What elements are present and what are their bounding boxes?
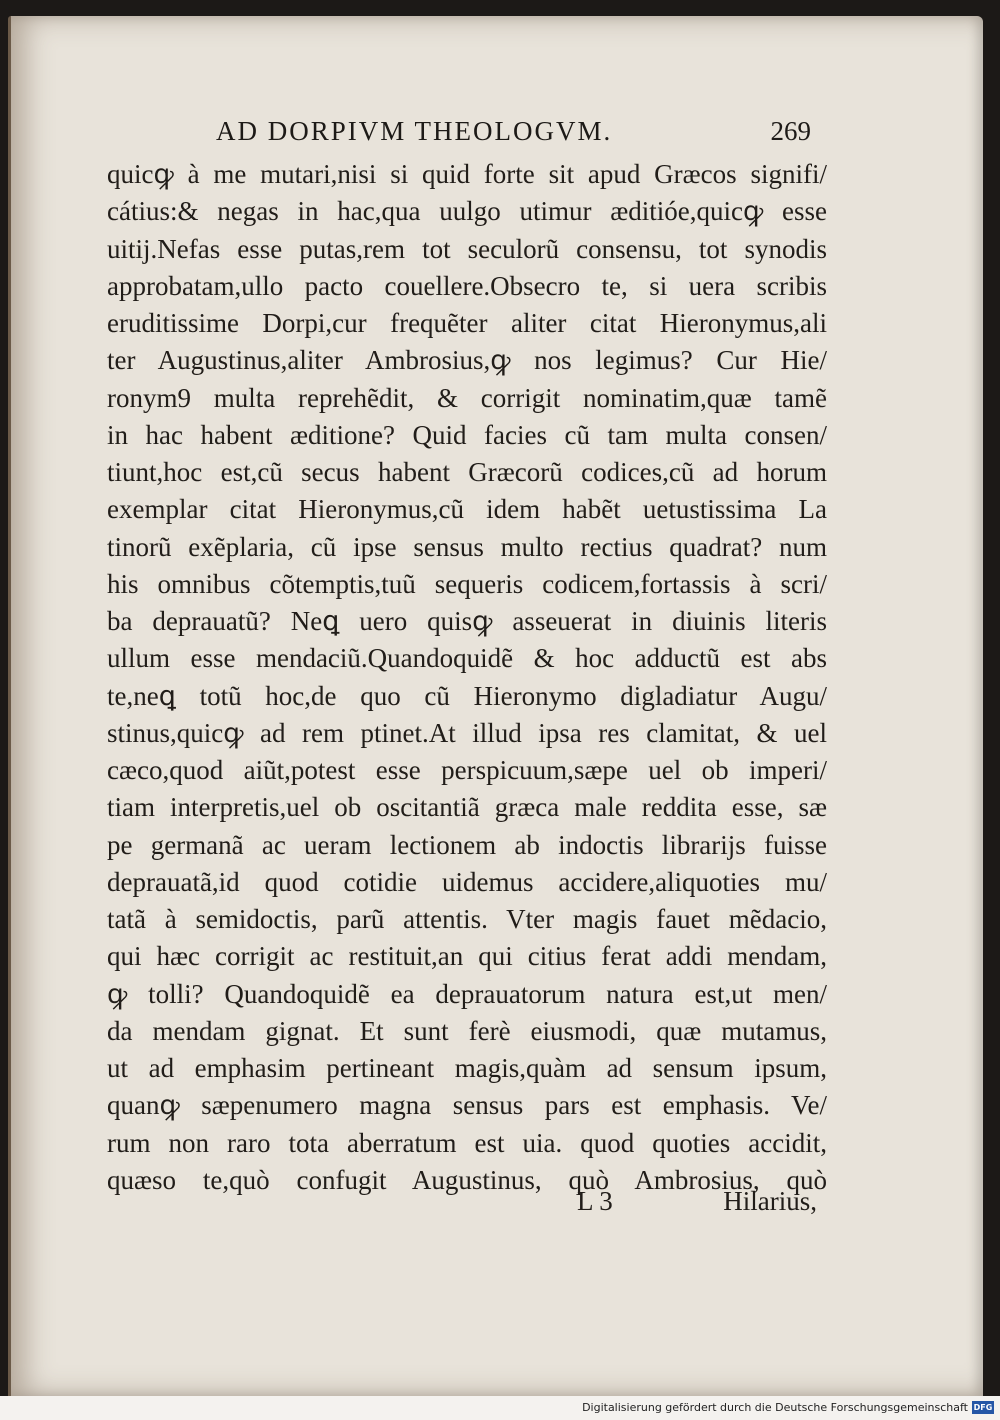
text-line: tiam interpretis,uel ob oscitantiã græca male reddita esse, sæ [107, 792, 827, 823]
text-line: rum non raro tota aberratum est uia. quod quoties accidit, [107, 1127, 827, 1158]
text-line: pe germanã ac ueram lectionem ab indoctis librarijs fuisse [107, 829, 827, 860]
text-line: cátius:& negas in hac,qua uulgo utimur æditióe,quicꝙ esse [107, 196, 827, 227]
text-line: quanꝙ sæpenumero magna sensus pars est emphasis. Ve/ [107, 1090, 827, 1121]
text-line: ullum esse mendaciũ.Quandoquidẽ & hoc adductũ est abs [107, 643, 827, 674]
dfg-logo-icon: DFG [973, 1403, 993, 1412]
text-line: tiunt,hoc est,cũ secus habent Græcorũ codices,cũ ad horum [107, 457, 827, 487]
text-line: ba deprauatũ? Neꝗ uero quisꝙ asseuerat in diuinis literis [107, 606, 827, 636]
text-line: approbatam,ullo pacto couellere.Obsecro te, si uera scribis [107, 270, 827, 301]
page-header [216, 116, 831, 156]
credit-bar [0, 1396, 1000, 1420]
funding-credit: Digitalisierung gefördert durch die Deutsche Forschungsgemeinschaft [582, 1401, 968, 1414]
text-line: exemplar citat Hieronymus,cũ idem habẽt uetustissima La [107, 494, 827, 525]
catchword: Hilarius, [723, 1186, 817, 1216]
text-line: eruditissime Dorpi,cur frequẽter aliter citat Hieronymus,ali [107, 308, 827, 338]
text-line: ꝙ tolli? Quandoquidẽ ea deprauatorum natura est,ut men/ [107, 978, 827, 1009]
text-line: quæso te,quò confugit Augustinus, quò Ambrosius, quò [107, 1164, 827, 1195]
text-line: cæco,quod aiũt,potest esse perspicuum,sæpe uel ob imperi/ [107, 755, 827, 785]
text-line: qui hæc corrigit ac restituit,an qui citius ferat addi mendam, [107, 941, 827, 972]
text-line: deprauatã,id quod cotidie uidemus accidere,aliquoties mu/ [107, 866, 827, 897]
signature-mark: L 3 [577, 1186, 613, 1216]
body-text [107, 156, 827, 1199]
text-line: ut ad emphasim pertineant magis,quàm ad sensum ipsum, [107, 1053, 827, 1083]
text-line: tinorũ exẽplaria, cũ ipse sensus multo rectius quadrat? num [107, 531, 827, 562]
text-line: stinus,quicꝙ ad rem ptinet.At illud ipsa res clamitat, & uel [107, 717, 827, 748]
text-line: uitij.Nefas esse putas,rem tot seculorũ consensu, tot synodis [107, 233, 827, 264]
page-footer [107, 1186, 817, 1226]
book-page [8, 16, 983, 1396]
page-number: 269 [770, 116, 811, 146]
text-line: tatã à semidoctis, parũ attentis. Vter magis fauet mẽdacio, [107, 904, 827, 934]
text-line: ronym9 multa reprehẽdit, & corrigit nominatim,quæ tamẽ [107, 382, 827, 413]
text-line: in hac habent æditione? Quid facies cũ tam multa consen/ [107, 419, 827, 450]
text-line: ter Augustinus,aliter Ambrosius,ꝙ nos legimus? Cur Hie/ [107, 345, 827, 376]
text-line: te,neꝗ totũ hoc,de quo cũ Hieronymo digladiatur Augu/ [107, 680, 827, 711]
text-line: quicꝙ à me mutari,nisi si quid forte sit apud Græcos signifi/ [107, 159, 827, 189]
text-line: his omnibus cõtemptis,tuũ sequeris codicem,fortassis à scri/ [107, 568, 827, 599]
running-head: AD DORPIVM THEOLOGVM. [216, 116, 613, 146]
text-line: da mendam gignat. Et sunt ferè eiusmodi, quæ mutamus, [107, 1015, 827, 1046]
